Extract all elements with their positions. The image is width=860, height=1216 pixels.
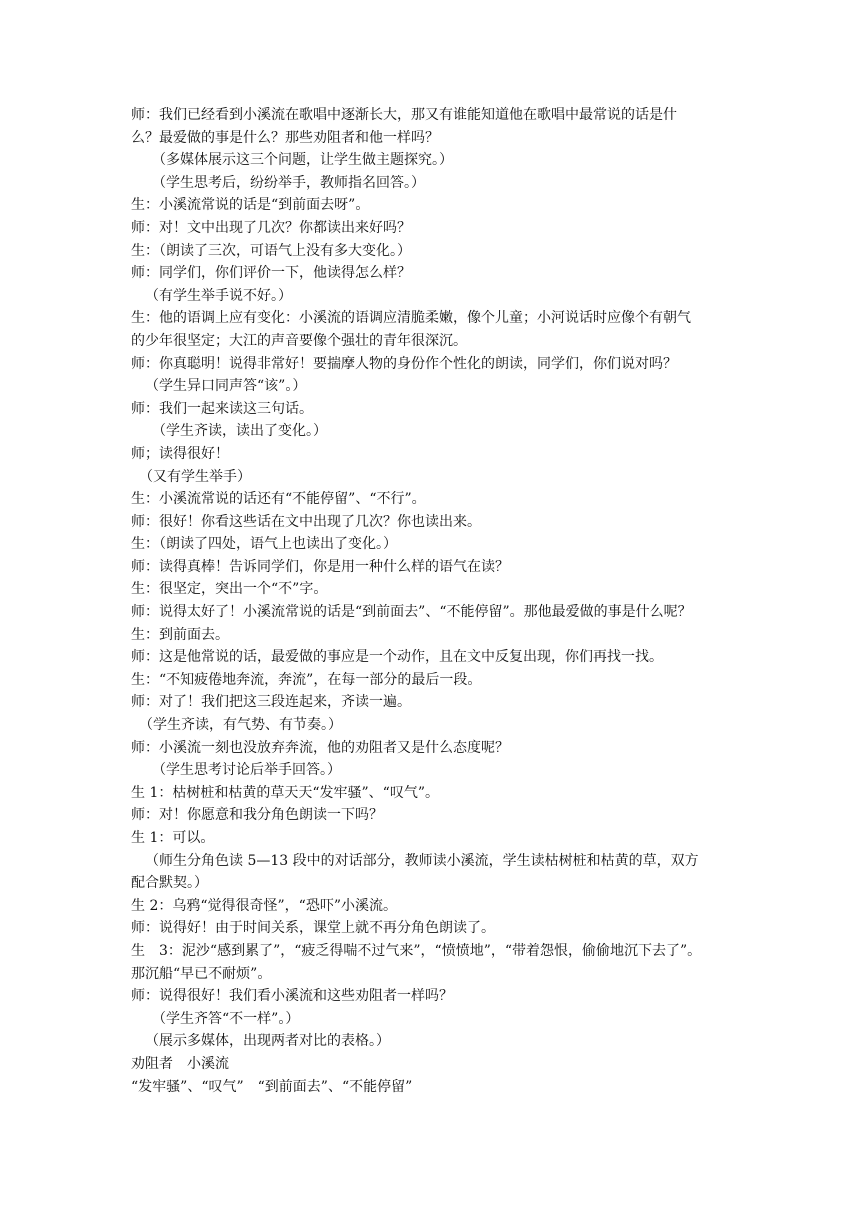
text-line: 师：同学们，你们评价一下，他读得怎么样？ <box>131 265 411 282</box>
text-line: 生：（朗读了四处，语气上也读出了变化。） <box>131 536 397 553</box>
text-line: 师：对了！我们把这三段连起来，齐读一遍。 <box>131 694 411 711</box>
text-line: 师；读得很好！ <box>131 445 229 462</box>
text-line: 生：他的语调上应有变化：小溪流的语调应清脆柔嫩，像个儿童；小河说话时应像个有朝气 <box>131 310 691 327</box>
text-line: （多媒体展示这三个问题，让学生做主题探究。） <box>152 152 453 169</box>
text-line: （学生齐答“不一样”。） <box>152 1010 300 1027</box>
text-line: 生 2：乌鸦“觉得很奇怪”，“恐吓”小溪流。 <box>131 897 397 914</box>
text-line: 师：这是他常说的话，最爱做的事应是一个动作，且在文中反复出现，你们再找一找。 <box>131 649 663 666</box>
text-line: 配合默契。） <box>131 875 208 892</box>
text-line: 生：“不知疲倦地奔流，奔流”，在每一部分的最后一段。 <box>131 671 482 688</box>
text-line: 师：我们一起来读这三句话。 <box>131 400 313 417</box>
text-line: 那沉船“早已不耐烦”。 <box>131 965 272 982</box>
text-line: 么？最爱做的事是什么？那些劝阻者和他一样吗？ <box>131 129 439 146</box>
text-line: 生 1：枯树桩和枯黄的草天天“发牢骚”、“叹气”。 <box>131 784 439 801</box>
text-line: （又有学生举手） <box>139 468 251 485</box>
text-line: 生：小溪流常说的话还有“不能停留”、“不行”。 <box>131 491 426 508</box>
text-line: 师：说得很好！我们看小溪流和这些劝阻者一样吗？ <box>131 988 453 1005</box>
text-line: 师：对！文中出现了几次？你都读出来好吗？ <box>131 219 411 236</box>
text-line: 的少年很坚定；大江的声音要像个强壮的青年很深沉。 <box>131 332 467 349</box>
text-line: 师：对！你愿意和我分角色朗读一下吗？ <box>131 807 383 824</box>
text-line: （学生齐读，有气势、有节奏。） <box>139 717 342 734</box>
text-line: 师：很好！你看这些话在文中出现了几次？你也读出来。 <box>131 513 481 530</box>
text-line: （学生异口同声答“该”。） <box>145 378 307 395</box>
text-line: 师：读得真棒！告诉同学们，你是用一种什么样的语气在读？ <box>131 558 509 575</box>
document-body <box>131 104 741 1098</box>
text-line: 生：（朗读了三次，可语气上没有多大变化。） <box>131 242 411 259</box>
text-line: （展示多媒体，出现两者对比的表格。） <box>145 1033 390 1050</box>
text-line: 生 3：泥沙“感到累了”，“疲乏得喘不过气来”，“愤愤地”，“带着怨恨，偷偷地沉下去了”。 <box>131 942 702 959</box>
text-line: （学生齐读，读出了变化。） <box>152 423 327 440</box>
text-line: （有学生举手说不好。） <box>145 287 292 304</box>
table-row-line: “发牢骚”、“叹气” “到前面去”、“不能停留” <box>131 1078 413 1095</box>
text-line: （学生思考讨论后举手回答。） <box>152 762 341 779</box>
table-header-line: 劝阻者 小溪流 <box>131 1055 229 1072</box>
text-line: （师生分角色读 5—13 段中的对话部分，教师读小溪流，学生读枯树桩和枯黄的草，双方 <box>145 852 699 869</box>
text-line: 师：我们已经看到小溪流在歌唱中逐渐长大，那又有谁能知道他在歌唱中最常说的话是什 <box>131 107 677 123</box>
text-line: 师：小溪流一刻也没放弃奔流，他的劝阻者又是什么态度呢？ <box>131 739 509 756</box>
text-line: 生：小溪流常说的话是“到前面去呀”。 <box>131 197 370 214</box>
text-line: 师：你真聪明！说得非常好！要揣摩人物的身份作个性化的朗读，同学们，你们说对吗？ <box>131 355 677 372</box>
text-line: 师：说得好！由于时间关系，课堂上就不再分角色朗读了。 <box>131 920 495 937</box>
text-line: 师：说得太好了！小溪流常说的话是“到前面去”、“不能停留”。那他最爱做的事是什么呢？ <box>131 604 692 621</box>
text-line: 生 1：可以。 <box>131 830 215 846</box>
text-line: （学生思考后，纷纷举手，教师指名回答。） <box>152 174 425 191</box>
text-line: 生：很坚定，突出一个“不”字。 <box>131 581 328 598</box>
text-line: 生：到前面去。 <box>131 626 229 643</box>
